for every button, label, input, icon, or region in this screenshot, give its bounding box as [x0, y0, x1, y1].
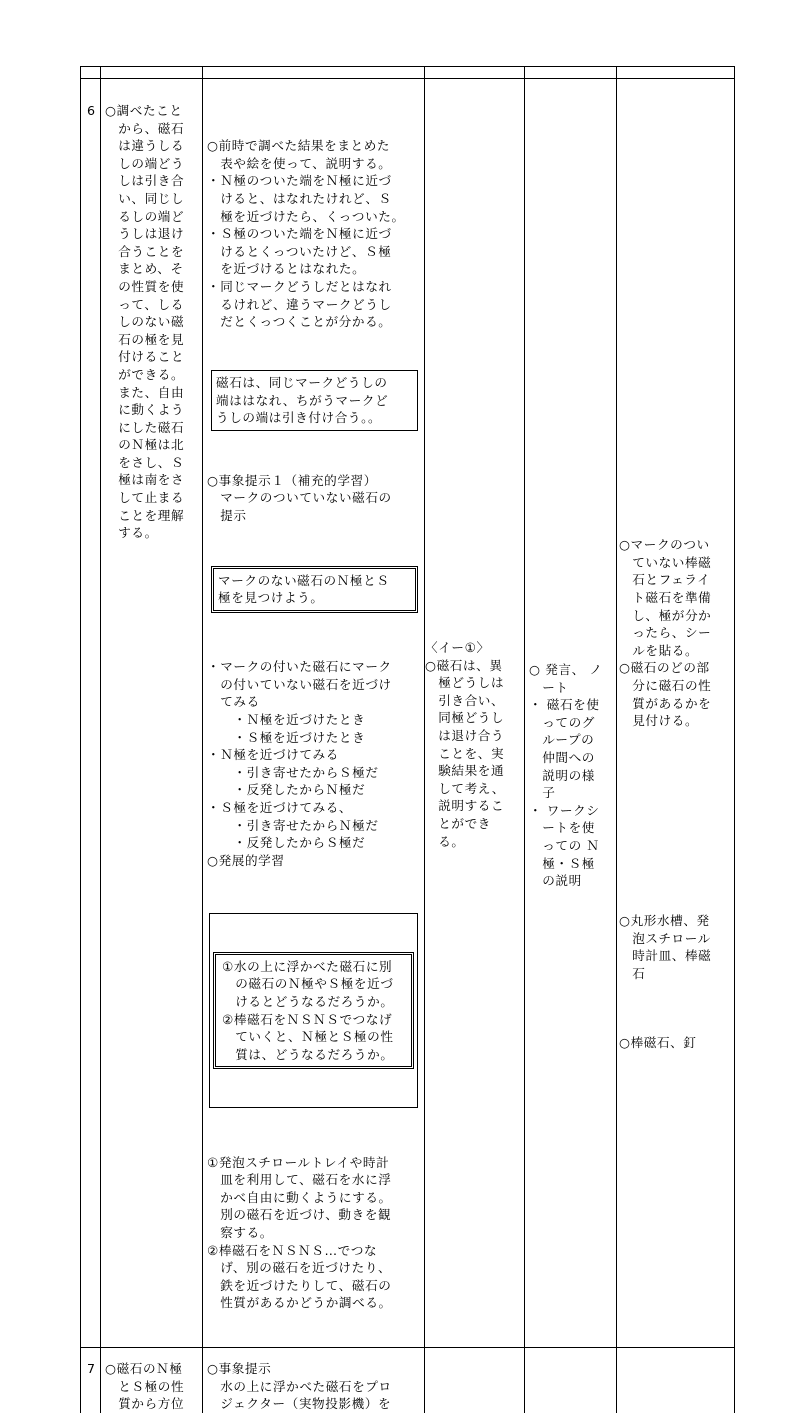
header-cell-evaluation	[425, 67, 525, 79]
text-line: ○事象提示	[207, 1361, 272, 1377]
text-line: けるとどうなるだろうか。	[222, 993, 394, 1009]
text-line: 極・Ｓ極	[529, 855, 595, 871]
text-line: 質は、どうなるだろうか。	[222, 1046, 394, 1062]
lesson-number: 7	[87, 1361, 96, 1377]
text-line: ・引き寄せたからＳ極だ	[207, 764, 379, 780]
text-line: ○棒磁石、釘	[619, 1035, 697, 1051]
materials-note-3	[619, 1034, 734, 1052]
text-line: のＮ極は北	[105, 437, 185, 453]
text-line: ①発泡スチロールトレイや時計	[207, 1154, 390, 1170]
content-steps	[207, 658, 424, 869]
text-line: ルを貼る。	[619, 642, 699, 658]
text-line: 説明するこ	[425, 798, 505, 814]
text-line: 石とフェライ	[619, 572, 711, 588]
text-line: ジェクター（実物投影機）を	[207, 1396, 392, 1412]
text-line: 同極どうし	[425, 710, 505, 726]
text-line: して考え、	[425, 780, 505, 796]
text-line: する。	[105, 525, 158, 541]
text-line: 石の極を見	[105, 331, 185, 347]
text-line: 〈イー①〉	[425, 640, 490, 655]
text-line: ったら、シー	[619, 625, 712, 641]
learning-content-cell	[203, 1348, 425, 1413]
text-line: にした磁石	[105, 419, 185, 435]
text-line: とＳ極の性	[105, 1378, 185, 1394]
evaluation-method-cell	[525, 79, 617, 1348]
text-line: 付けること	[105, 349, 185, 365]
text-line: ○調べたこと	[105, 103, 183, 118]
text-line: 合うことを	[105, 243, 185, 259]
text-line: ②棒磁石をＮＳＮＳでつなげ	[222, 1011, 393, 1027]
text-line: ことを、実	[425, 745, 505, 761]
materials-notes	[617, 79, 734, 1087]
text-line: ○磁石のＮ極	[105, 1361, 183, 1377]
lesson-number-cell	[81, 1348, 101, 1413]
text-line: 質から方位	[105, 1396, 185, 1412]
text-line: ・同じマークどうしだとはなれ	[207, 278, 392, 294]
text-line: ○前時で調べた結果をまとめた	[207, 138, 391, 154]
text-line: る。	[425, 833, 465, 849]
text-line: 鉄を近づけたりして、磁石の	[207, 1277, 392, 1293]
header-cell-materials	[617, 67, 735, 79]
text-line: けるとくっついたけど、Ｓ極	[207, 243, 392, 259]
text-line: は退け合う	[425, 727, 505, 743]
table-header-row-stub	[81, 67, 735, 79]
text-line: ・反発したからＳ極だ	[207, 835, 366, 851]
text-line: ○ 発言、 ノ	[529, 662, 603, 677]
text-line: ・ ワークシ	[529, 802, 600, 818]
text-line: 石	[619, 965, 646, 981]
text-line: ていない棒磁	[619, 554, 712, 570]
learning-content	[203, 79, 424, 1347]
text-line: ・マークの付いた磁石にマーク	[207, 659, 392, 675]
lesson-number: 6	[87, 103, 96, 118]
text-line: は違うしる	[105, 138, 185, 154]
text-line: 子	[529, 785, 556, 801]
text-line: を近づけるとはなれた。	[207, 261, 366, 277]
text-line: をさし、Ｓ	[105, 454, 185, 470]
evaluation-cell	[425, 79, 525, 1348]
text-line: 極どうしは	[425, 675, 505, 691]
text-line: 察する。	[207, 1225, 273, 1241]
lesson-number-cell	[81, 79, 101, 1348]
text-line: ・ 磁石を使	[529, 697, 600, 713]
text-line: の磁石のＮ極やＳ極を近づ	[222, 976, 394, 992]
text-line: 見付ける。	[619, 713, 699, 729]
text-line: 表や絵を使って、説明する。	[207, 155, 392, 171]
summary-box	[211, 370, 418, 431]
text-line: の説明	[529, 873, 582, 889]
text-line: 泡スチロール	[619, 930, 711, 946]
header-cell-content	[203, 67, 425, 79]
table-row	[81, 1348, 735, 1413]
text-line: に動くよう	[105, 402, 185, 418]
text-line: い、同じし	[105, 190, 185, 206]
text-line: ・Ｎ極のついた端をＮ極に近づ	[207, 173, 392, 189]
text-line: 極を近づけたら、くっついた。	[207, 208, 405, 224]
text-line: 験結果を通	[425, 763, 505, 779]
text-line: しは引き合	[105, 173, 185, 189]
text-line: ループの	[529, 732, 595, 748]
text-line: しのない磁	[105, 314, 185, 330]
text-line: ②棒磁石をＮＳＮＳ…でつな	[207, 1242, 378, 1258]
text-line: して止まる	[105, 490, 185, 506]
text-line: ・Ｓ極のついた端をＮ極に近づ	[207, 226, 392, 242]
text-line: の付いていない磁石を近づけ	[207, 676, 392, 692]
materials-note-2	[619, 912, 734, 982]
text-line: 時計皿、棒磁	[619, 948, 712, 964]
materials-cell	[617, 79, 735, 1348]
text-line: ・Ｓ極を近づけてみる、	[207, 799, 353, 815]
text-line: るしの端ど	[105, 208, 185, 224]
text-line: しの端どう	[105, 155, 185, 171]
learning-activity-text	[101, 79, 202, 542]
text-line: 極は南をさ	[105, 472, 185, 488]
evaluation-criteria	[425, 79, 524, 850]
text-line: ①水の上に浮かべた磁石に別	[222, 958, 393, 974]
text-line: 引き合い、	[425, 692, 505, 708]
text-line: とができ	[425, 815, 491, 831]
learning-activity-cell	[101, 79, 203, 1348]
header-cell-number	[81, 67, 101, 79]
text-line: 説明の様	[529, 767, 595, 783]
text-line: 磁石は、同じマークどうしの	[216, 374, 388, 390]
text-line: まとめ、そ	[105, 261, 184, 277]
text-line: ・引き寄せたからＮ極だ	[207, 817, 379, 833]
materials-cell	[617, 1348, 735, 1413]
advanced-learning-questions	[213, 952, 414, 1070]
text-line: って、しる	[105, 296, 184, 312]
text-line: っての Ｎ	[529, 837, 600, 853]
text-line: ートを使	[529, 820, 595, 836]
text-line: ○事象提示１（補充的学習）	[207, 472, 377, 488]
text-line: だとくっつくことが分かる。	[207, 314, 392, 330]
header-cell-activity	[101, 67, 203, 79]
text-line: 極を見つけよう。	[218, 590, 324, 606]
text-line: 皿を利用して、磁石を水に浮	[207, 1172, 392, 1188]
text-line: し、極が分か	[619, 607, 712, 623]
text-line: ってのグ	[529, 714, 595, 730]
text-line: ート	[529, 679, 569, 695]
text-line: 提示	[207, 508, 247, 524]
text-line: ○磁石のどの部	[619, 660, 710, 676]
text-line: ○磁石は、異	[425, 657, 503, 673]
text-line: げ、別の磁石を近づけたり、	[207, 1260, 392, 1276]
table-row	[81, 79, 735, 1348]
learning-content	[203, 1348, 424, 1413]
text-line: の性質を使	[105, 278, 185, 294]
text-line: 水の上に浮かべた磁石をプロ	[207, 1378, 392, 1394]
materials-note-1	[619, 536, 734, 730]
text-line: ができる。	[105, 366, 185, 382]
text-line: マークのついていない磁石の	[207, 490, 392, 506]
text-line: 仲間への	[529, 749, 595, 765]
task-box	[211, 566, 418, 613]
evaluation-cell	[425, 1348, 525, 1413]
content-intro	[207, 137, 424, 331]
text-line: けると、はなれたけれど、Ｓ	[207, 190, 392, 206]
evaluation-method	[525, 79, 616, 890]
text-line: 質があるかを	[619, 695, 712, 711]
learning-activity-text	[101, 1348, 202, 1413]
text-line: 別の磁石を近づけ、動きを観	[207, 1207, 392, 1223]
event-presentation	[207, 472, 424, 525]
text-line: 性質があるかどうか調べる。	[207, 1295, 392, 1311]
text-line: ていくと、Ｎ極とＳ極の性	[222, 1029, 394, 1045]
text-line: ことを理解	[105, 507, 185, 523]
text-line: うしの端は引き付け合う。。	[216, 410, 382, 426]
evaluation-method-cell	[525, 1348, 617, 1413]
text-line: また、自由	[105, 384, 185, 400]
text-line: ・反発したからＮ極だ	[207, 782, 366, 798]
content-outro	[207, 1154, 424, 1312]
text-line: から、磁石	[105, 120, 185, 136]
text-line: うしは退け	[105, 226, 185, 242]
header-cell-method	[525, 67, 617, 79]
text-line: 分に磁石の性	[619, 677, 712, 693]
text-line: ○発展的学習	[207, 852, 285, 868]
lesson-plan-table	[80, 66, 735, 1413]
text-line: てみる	[207, 694, 260, 710]
text-line: るけれど、違うマークどうし	[207, 296, 392, 312]
advanced-learning-box	[209, 913, 418, 1109]
text-line: ・Ｎ極を近づけてみる	[207, 747, 339, 763]
text-line: ○マークのつい	[619, 537, 710, 553]
learning-activity-cell	[101, 1348, 203, 1413]
text-line: マークのない磁石のＮ極とＳ	[218, 572, 390, 588]
text-line: ・Ｓ極を近づけたとき	[207, 729, 366, 745]
text-line: ・Ｎ極を近づけたとき	[207, 712, 366, 727]
learning-content-cell	[203, 79, 425, 1348]
text-line: 端ははなれ、ちがうマークど	[216, 392, 389, 408]
text-line: かべ自由に動くようにする。	[207, 1189, 392, 1205]
text-line: ト磁石を準備	[619, 589, 712, 605]
text-line: ○丸形水槽、発	[619, 912, 710, 928]
